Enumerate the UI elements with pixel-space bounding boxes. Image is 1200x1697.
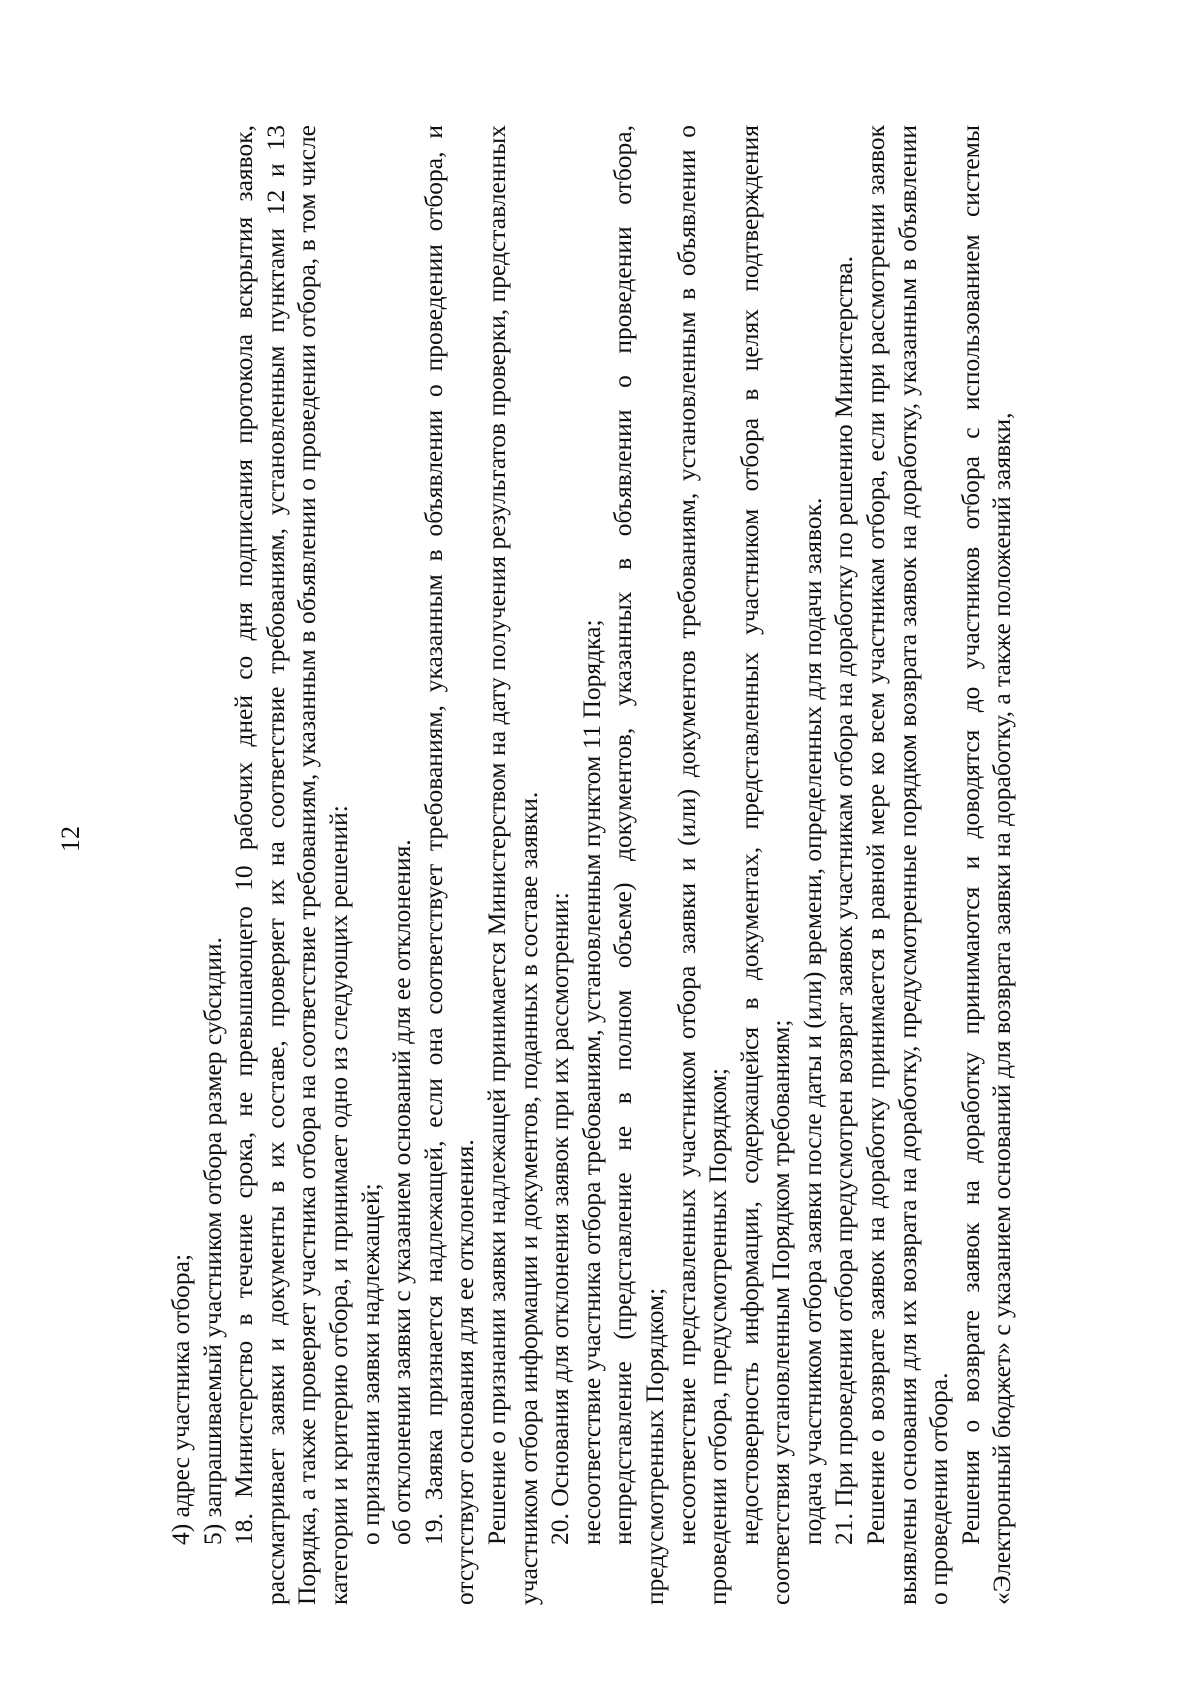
- paragraph: несоответствие представленных участником отбора заявки и (или) документов требованиям, установленным в объявлении о проведении отбора, предусмотренных Порядком;: [671, 125, 733, 1605]
- paragraph: подача участником отбора заявки после даты и (или) времени, определенных для подачи заявок.: [797, 497, 827, 1545]
- paragraph: о признании заявки надлежащей;: [355, 1183, 385, 1545]
- paragraph: 21. При проведении отбора предусмотрен возврат заявок участникам отбора на доработку по решению Министерства.: [829, 256, 859, 1545]
- paragraph: 18. Министерство в течение срока, не превышающего 10 рабочих дней со дня подписания протокола вскрытия заявок, рассматривает заявки и документы в их составе, проверяет их на соответствие требованиям, установленным пунктами 12 и 13 Порядка, а также проверяет участника отбора на соответствие требованиям, указанным в объявлении о проведении отбора, в том числе категории и критерию отбора, и принимает одно из следующих решений:: [229, 125, 353, 1605]
- paragraph: 20. Основания для отклонения заявок при их рассмотрении:: [545, 892, 575, 1545]
- paragraph: об отклонении заявки с указанием оснований для ее отклонения.: [387, 839, 417, 1545]
- paragraph: Решения о возврате заявок на доработку принимаются и доводятся до участников отбора с использованием системы «Электронный бюджет» с указанием оснований для возврата заявки на доработку, а также положений заявки,: [955, 125, 1017, 1605]
- page-number: 12: [56, 826, 85, 852]
- paragraph: 4) адрес участника отбора;: [166, 1253, 195, 1545]
- paragraph: несоответствие участника отбора требованиям, установленным пунктом 11 Порядка;: [576, 619, 606, 1545]
- paragraph: непредставление (представление не в полном объеме) документов, указанных в объявлении о проведении отбора, предусмотренных Порядком;: [608, 125, 669, 1605]
- paragraph: 19. Заявка признается надлежащей, если она соответствует требованиям, указанным в объявлении о проведении отбора, и отсутствуют основания для ее отклонения.: [418, 125, 480, 1605]
- paragraph: 5) запрашиваемый участником отбора размер субсидии.: [197, 937, 227, 1545]
- paragraph: Решение о признании заявки надлежащей принимается Министерством на дату получения результатов проверки, представленных участником отбора информации и документов, поданных в составе заявки.: [481, 125, 543, 1605]
- page-body: [165, 125, 1018, 1605]
- paragraph: Решение о возврате заявок на доработку принимается в равной мере ко всем участникам отбора, если при рассмотрении заявок выявлены основания для их возврата на доработку, предусмотренные порядком возврата заявок на доработку, указанным в объявлении о проведении отбора.: [861, 125, 954, 1605]
- paragraph: недостоверность информации, содержащейся в документах, представленных участником отбора в целях подтверждения соответствия установленным Порядком требованиям;: [734, 125, 796, 1605]
